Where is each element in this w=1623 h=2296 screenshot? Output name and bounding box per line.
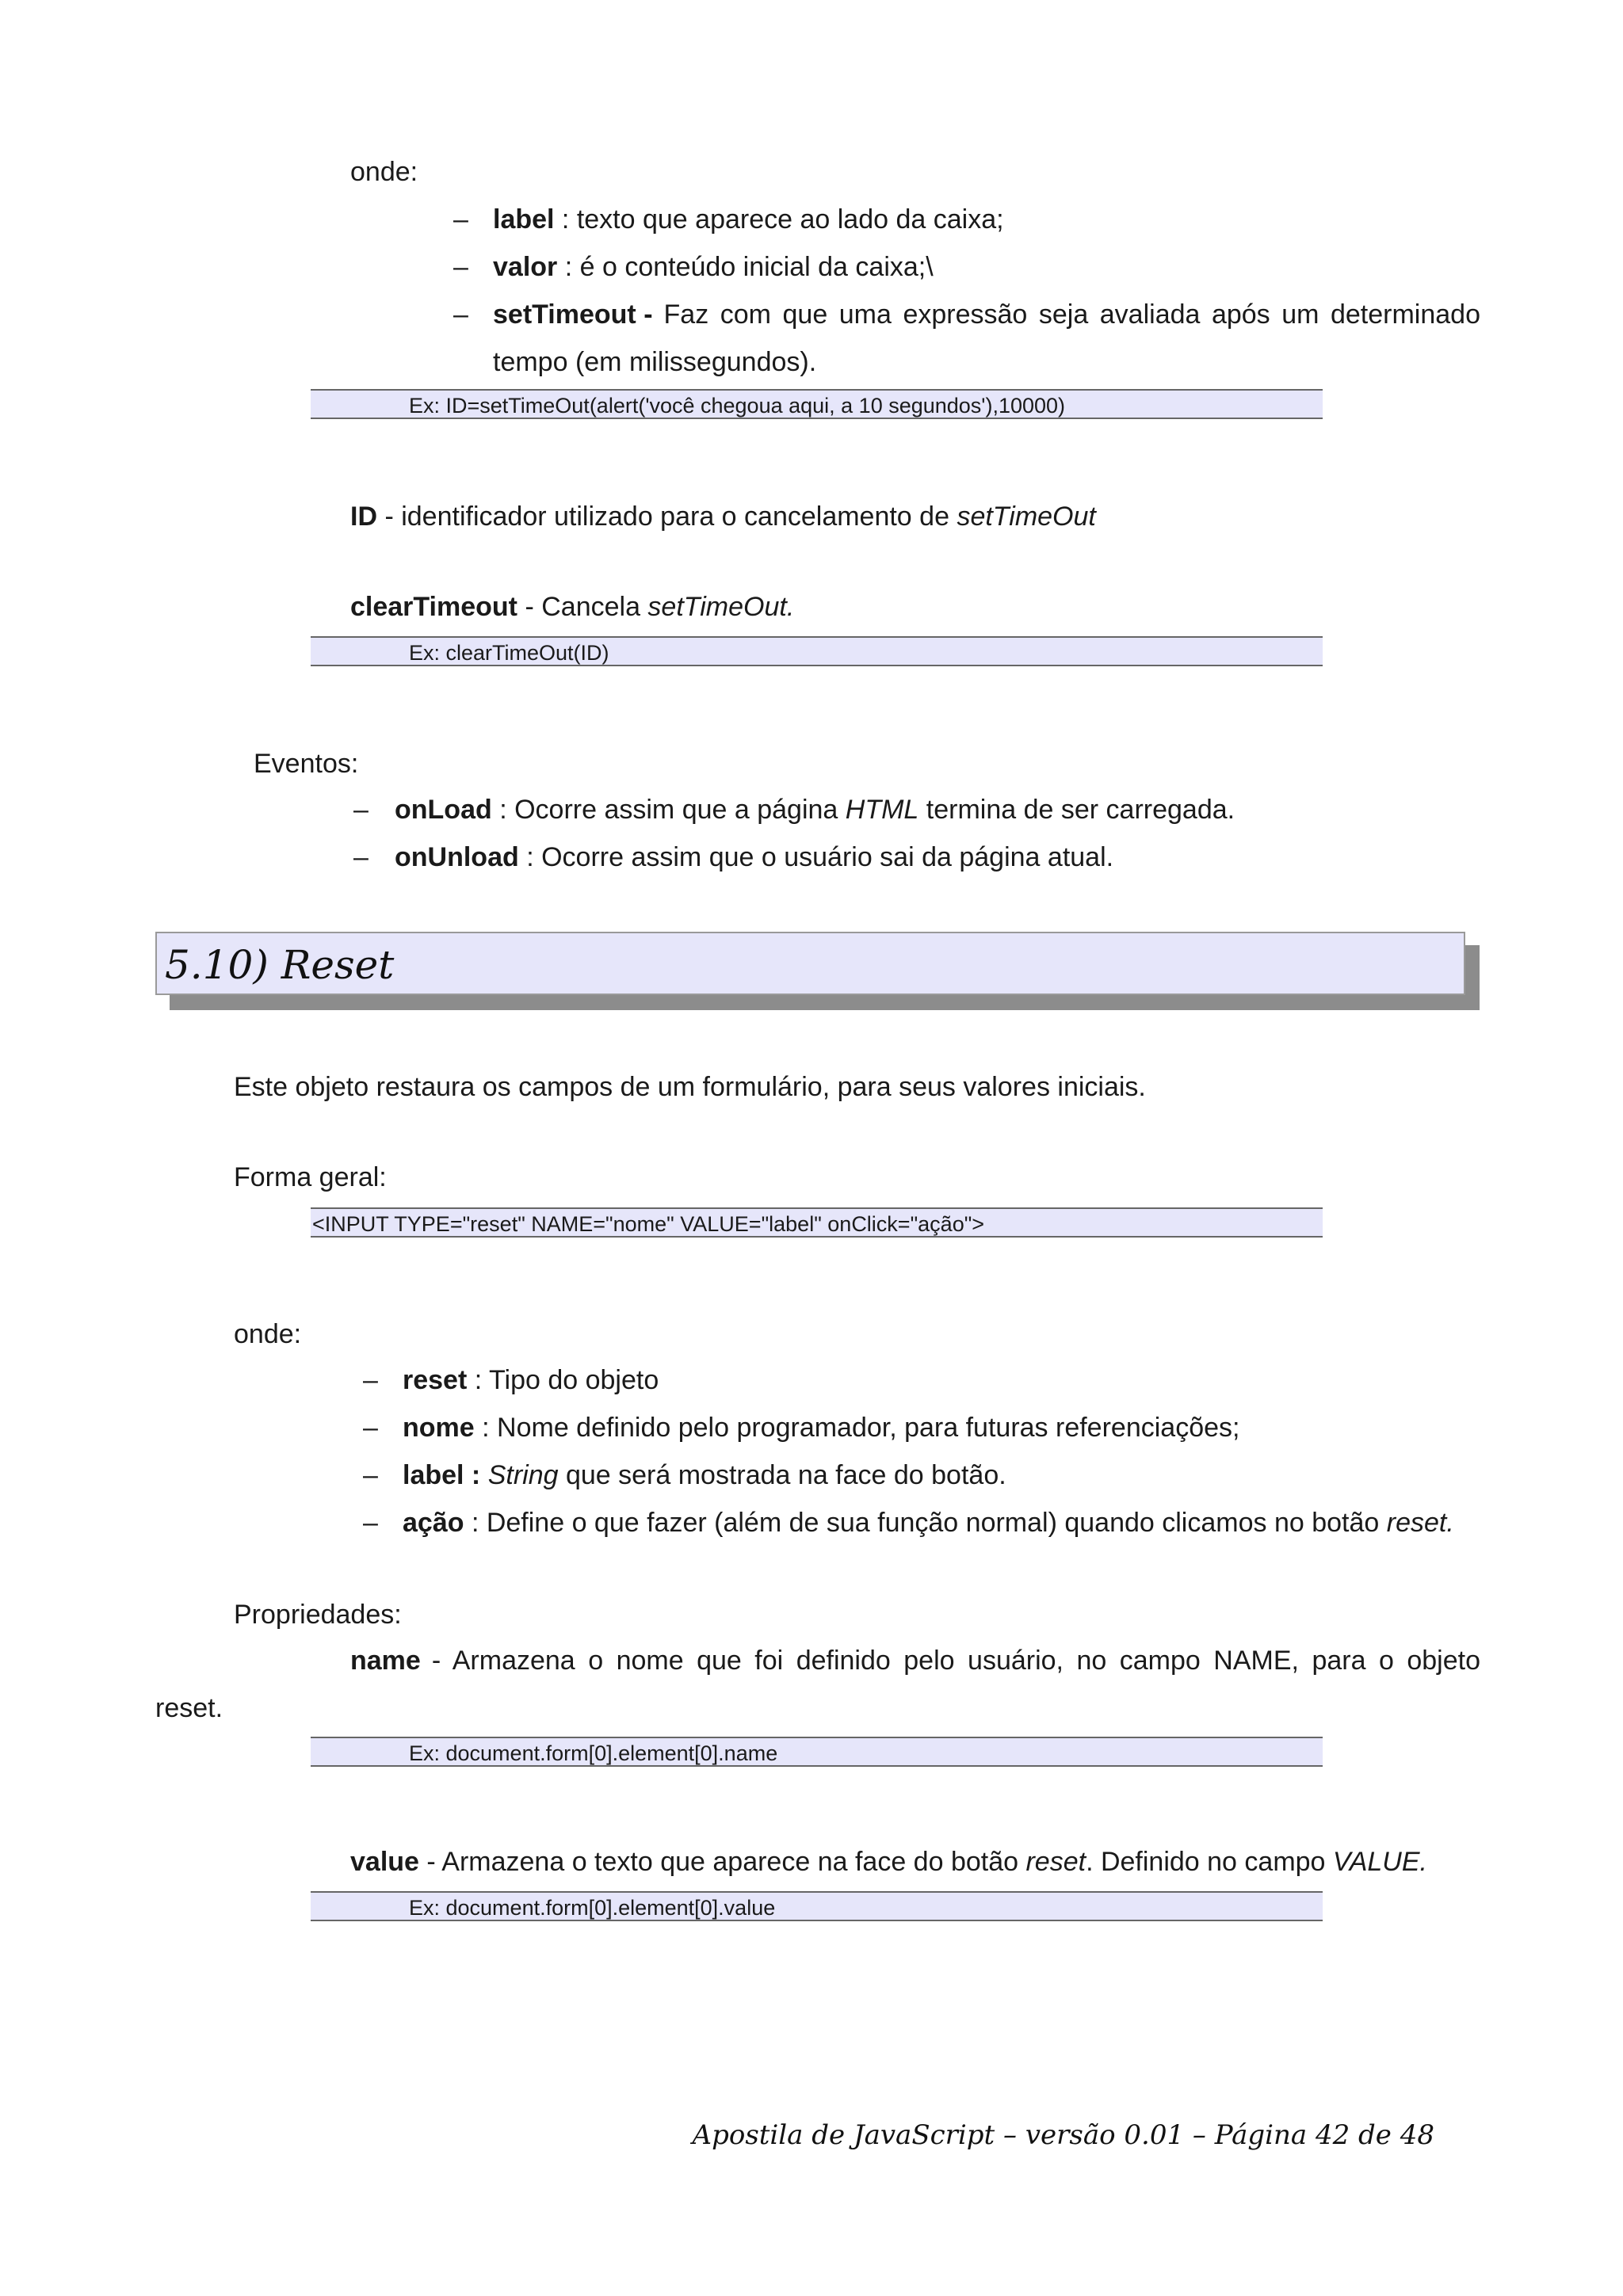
term: onUnload	[395, 842, 519, 872]
separator: :	[518, 842, 542, 872]
description-italic: String	[487, 1460, 559, 1490]
description: que será mostrada na face do botão.	[558, 1460, 1006, 1490]
description: é o conteúdo inicial da caixa;\	[579, 252, 934, 282]
separator	[480, 1460, 487, 1490]
list-item	[403, 1507, 1454, 1539]
code-text: Ex: clearTimeOut(ID)	[409, 641, 609, 665]
separator: :	[557, 252, 580, 282]
description: - Armazena o texto que aparece na face do botão	[418, 1847, 1026, 1877]
separator: :	[554, 204, 577, 235]
list-item	[493, 299, 1480, 330]
list-item-dash: –	[453, 204, 468, 235]
description-italic: setTimeOut	[957, 502, 1096, 532]
list-item-dash: –	[363, 1413, 378, 1443]
section-heading	[155, 932, 1465, 995]
separator: :	[491, 795, 515, 825]
code-example	[311, 1737, 1323, 1767]
description-italic: reset	[1025, 1847, 1086, 1877]
list-item-dash: –	[363, 1365, 378, 1395]
list-item	[403, 1459, 1006, 1491]
onde-label: onde:	[350, 157, 418, 187]
list-item-dash: –	[353, 795, 369, 825]
code-text: Ex: document.form[0].element[0].name	[409, 1741, 778, 1765]
intro-paragraph: Este objeto restaura os campos de um formulário, para seus valores iniciais.	[234, 1072, 1146, 1102]
code-example	[311, 389, 1323, 419]
name-property	[350, 1645, 1480, 1676]
term: clearTimeout	[350, 592, 518, 622]
propriedades-label: Propriedades:	[234, 1600, 402, 1630]
list-item	[403, 1412, 1239, 1444]
list-item	[403, 1364, 659, 1396]
description: texto que aparece ao lado da caixa;	[576, 204, 1004, 235]
forma-geral-label: Forma geral:	[234, 1162, 387, 1192]
term: name	[350, 1646, 421, 1676]
list-item-dash: –	[453, 252, 468, 282]
code-example	[311, 636, 1323, 666]
list-item-dash: –	[363, 1460, 378, 1490]
description: Define o que fazer (além de sua função normal) quando clicamos no botão	[486, 1508, 1387, 1538]
section-heading-text: 5.10) Reset	[165, 942, 395, 988]
page-footer: Apostila de JavaScript – versão 0.01 – Página 42 de 48	[692, 2119, 1434, 2151]
code-text: Ex: ID=setTimeOut(alert('você chegoua aqui, a 10 segundos'),10000)	[409, 394, 1066, 418]
code-text: <INPUT TYPE="reset" NAME="nome" VALUE="label" onClick="ação">	[312, 1212, 985, 1236]
description-continuation: reset.	[155, 1693, 223, 1723]
term: value	[350, 1847, 419, 1877]
description-italic: reset.	[1386, 1508, 1454, 1538]
list-item	[493, 204, 1004, 235]
separator: :	[474, 1413, 498, 1443]
term: reset	[403, 1365, 468, 1395]
description: Ocorre assim que a página	[514, 795, 846, 825]
description: termina de ser carregada.	[918, 795, 1235, 825]
value-property	[350, 1846, 1427, 1878]
description: - identificador utilizado para o cancelamento de	[377, 502, 957, 532]
list-item-dash: –	[453, 299, 468, 330]
description-line: Faz com que uma expressão seja avaliada após um determinado	[663, 299, 1480, 330]
code-text: Ex: document.form[0].element[0].value	[409, 1896, 776, 1920]
term: label :	[403, 1460, 481, 1490]
description: Nome definido pelo programador, para futuras referenciações;	[497, 1413, 1240, 1443]
list-item	[395, 794, 1235, 826]
list-item	[493, 251, 934, 283]
term: valor	[493, 252, 558, 282]
term: label	[493, 204, 555, 235]
description: Ocorre assim que o usuário sai da página atual.	[541, 842, 1114, 872]
term: ação	[403, 1508, 464, 1538]
description-continuation: tempo (em milissegundos).	[493, 347, 817, 377]
description-italic: HTML	[845, 795, 919, 825]
code-example	[311, 1207, 1323, 1238]
onde-label: onde:	[234, 1319, 302, 1349]
list-item-dash: –	[353, 842, 369, 872]
description: - Cancela	[517, 592, 648, 622]
list-item-dash: –	[363, 1508, 378, 1538]
code-example	[311, 1891, 1323, 1921]
term: setTimeout -	[493, 299, 653, 330]
description: Tipo do objeto	[489, 1365, 659, 1395]
eventos-label: Eventos:	[254, 749, 359, 779]
list-item	[395, 841, 1113, 873]
description-italic: setTimeOut.	[647, 592, 795, 622]
separator: :	[467, 1365, 490, 1395]
id-definition	[350, 501, 1096, 532]
term: ID	[350, 502, 377, 532]
description-italic: VALUE.	[1332, 1847, 1427, 1877]
term: onLoad	[395, 795, 492, 825]
separator: :	[464, 1508, 487, 1538]
description-line: - Armazena o nome que foi definido pelo usuário, no campo NAME, para o objeto	[431, 1646, 1480, 1676]
term: nome	[403, 1413, 475, 1443]
description: . Definido no campo	[1086, 1847, 1333, 1877]
cleartimeout-definition	[350, 591, 794, 623]
